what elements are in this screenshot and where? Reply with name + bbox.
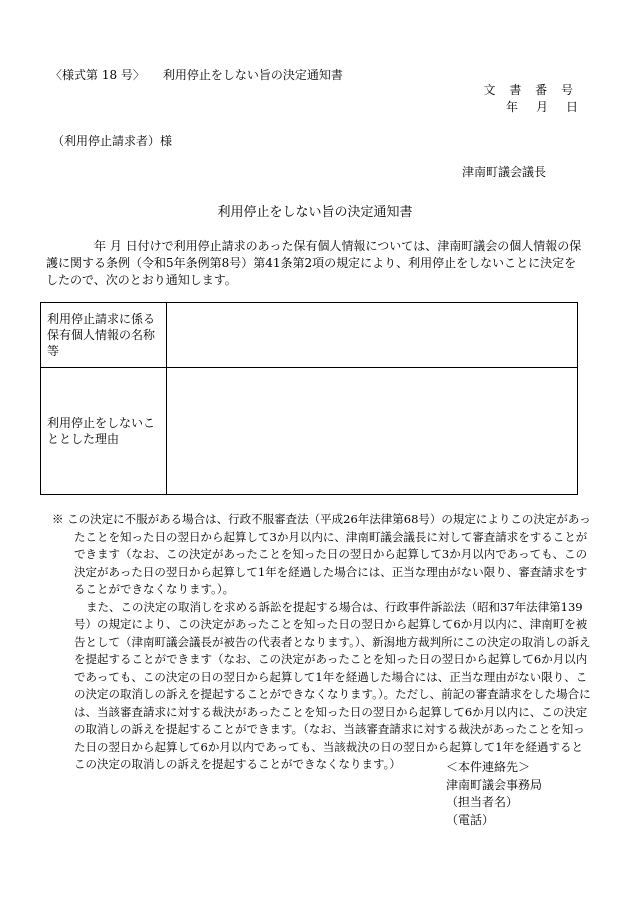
note-appeal: ※ この決定に不服がある場合は、行政不服審査法（平成26年法律第68号）の規定によりこの決定があったことを知った日の翌日から起算して3か月以内に、津南町議会議長に対して審査請求をすることができます（なお、この決定があったことを知った日の翌日から起算して3か月以内であっても、この決定があった日の翌日から起算して1年を経過した場合には、正当な理由がない限り、審査請求をすることができなくなります。）。 [52, 512, 591, 596]
notes-section [52, 511, 592, 774]
table-row [41, 368, 578, 495]
info-name-value [167, 303, 578, 368]
document-title: 利用停止をしない旨の決定通知書 [217, 205, 413, 220]
sender: 津南町議会議長 [462, 165, 547, 179]
table-row [41, 303, 578, 368]
addressee: （利用停止請求者）様 [52, 134, 173, 148]
note-lawsuit [52, 599, 592, 774]
date-line [488, 98, 578, 115]
form-number-line [50, 66, 343, 83]
contact-person: （担当者名） [446, 795, 519, 809]
document-number-label: 文 書 番 号 [483, 83, 578, 97]
form-heading: 利用停止をしない旨の決定通知書 [162, 68, 343, 82]
contact-heading: ＜本件連絡先＞ [446, 760, 531, 774]
intro-text: 年 月 日付けで利用停止請求のあった保有個人情報については、津南町議会の個人情報の保護に関する条例（令和5年条例第8号）第41条第2項の規定により、利用停止をしないことに決定をしたので、次のとおり通知します。 [46, 239, 582, 287]
date-day: 日 [565, 100, 578, 114]
intro-paragraph [46, 238, 586, 289]
date-year: 年 [505, 100, 518, 114]
info-name-label: 利用停止請求に係る保有個人情報の名称等 [41, 303, 167, 368]
note-lawsuit-text: また、この決定の取消しを求める訴訟を提起する場合は、行政事件訴訟法（昭和37年法律第139号）の規定により、この決定があったことを知った日の翌日から起算して6か月以内に、津南町を被告として（津南町議会議長が被告の代表者となります。）、新潟地方裁判所にこの決定の取消しの訴えを提起することができます（なお、この決定があったことを知った日の翌日から起算して6か月以内であっても、この決定の日の翌日から起算して1年を経過した場合には、正当な理由がない限り、この決定の取消しの訴えを提起することができなくなります。）。ただし、前記の審査請求をした場合には、当該審査請求に対する裁決があったことを知った日の翌日から起算して6か月以内に、この決定の取消しの訴えを提起することができます。（なお、当該審査請求に対する裁決があったことを知った日の翌日から起算して6か月以内であっても、当該裁決の日の翌日から起算して1年を経過するとこの決定の取消しの訴えを提起することができなくなります。） [74, 599, 591, 771]
info-table [40, 302, 578, 495]
date-month: 月 [535, 100, 548, 114]
reason-value [167, 368, 578, 495]
reason-label: 利用停止をしないこととした理由 [41, 368, 167, 495]
form-number: 〈様式第 18 号〉 [50, 68, 145, 82]
contact-phone: （電話） [446, 812, 495, 827]
contact-block [446, 759, 542, 829]
contact-office: 津南町議会事務局 [446, 777, 543, 792]
